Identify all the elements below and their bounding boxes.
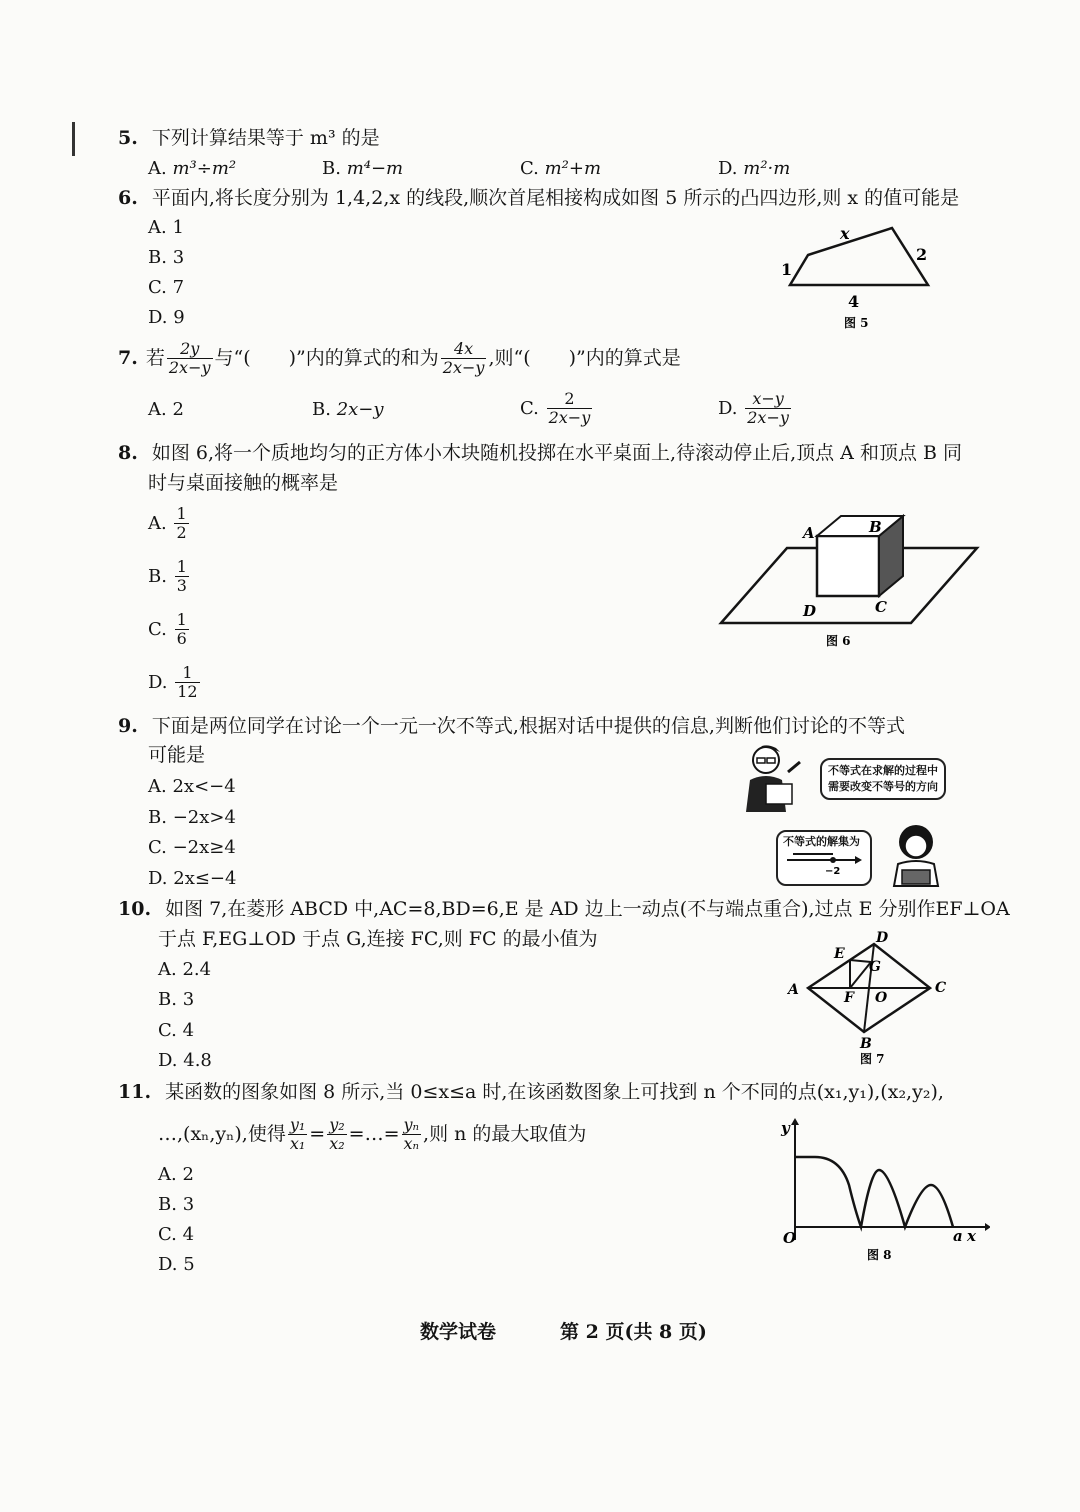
q9-option-a: A. 2x<−4	[148, 776, 236, 797]
label-x: x	[840, 224, 850, 243]
point-a-label: a	[953, 1227, 963, 1245]
question-9-stem	[118, 714, 905, 738]
q6-option-a: A. 1	[148, 217, 184, 238]
question-7-stem: 7. 若 $\frac{2y}{2x-y}$ 与“( )”内的算式的和为 $\frac{4x}{2x-y}$ ,则“( )”内的算式是	[118, 338, 681, 377]
question-10-stem	[118, 897, 1010, 921]
question-number: 11.	[118, 1081, 152, 1103]
q9-option-d: D. 2x≤−4	[148, 868, 237, 889]
vertex-d: D	[803, 602, 817, 620]
question-8-stem-line2: 时与桌面接触的概率是	[148, 472, 339, 494]
question-number: 5.	[118, 127, 138, 149]
q8-option-a: A. $\frac{1}{2}$	[148, 504, 187, 542]
figure-caption: 图 7	[860, 1052, 885, 1066]
q10-option-c: C. 4	[158, 1020, 195, 1041]
q6-option-d: D. 9	[148, 307, 185, 328]
question-6-stem	[118, 186, 959, 210]
q10-option-b: B. 3	[158, 989, 195, 1010]
girl-student-illustration	[890, 822, 946, 888]
q9-option-b: B. −2x>4	[148, 807, 236, 828]
point-o: O	[875, 990, 888, 1006]
vertex-a: A	[803, 524, 815, 542]
label-1: 1	[781, 260, 793, 279]
origin-label: O	[783, 1229, 797, 1247]
label-4: 4	[848, 292, 860, 311]
q5-option-a: A. m³÷m²	[148, 158, 237, 179]
figure-6-cube-on-table	[715, 512, 985, 652]
question-number: 7.	[118, 347, 138, 369]
question-text: 下面是两位同学在讨论一个一元一次不等式,根据对话中提供的信息,判断他们讨论的不等式	[151, 715, 905, 737]
vertex-b: B	[869, 518, 882, 536]
point-e: E	[834, 946, 845, 962]
q11-option-c: C. 4	[158, 1224, 195, 1245]
question-11-stem-line2: …,(xₙ,yₙ),使得 $\frac{\text{y₁}}{\text{x₁}}$ = $\frac{\text{y₂}}{\text{x₂}}$ =…= $\frac{\text{yₙ}}{\text{xₙ}}$ ,则 n 的最大取值为	[158, 1114, 587, 1153]
fraction: $\frac{2y}{2x-y}$	[168, 338, 211, 377]
q11-option-d: D. 5	[158, 1254, 195, 1275]
number-line-value: −2	[825, 866, 841, 876]
question-text: 下列计算结果等于 m³ 的是	[151, 127, 380, 149]
footer-page-number: 第 2 页(共 8 页)	[560, 1321, 707, 1343]
label-2: 2	[916, 245, 928, 264]
question-number: 9.	[118, 715, 138, 737]
footer-subject: 数学试卷	[420, 1321, 497, 1343]
margin-mark	[72, 122, 75, 156]
q5-option-d: D. m²·m	[718, 158, 791, 179]
point-g: G	[869, 959, 881, 975]
q9-option-c: C. −2x≥4	[148, 837, 236, 858]
figure-8-function-graph	[745, 1115, 990, 1267]
q5-option-c: C. m²+m	[520, 158, 602, 179]
question-text: 某函数的图象如图 8 所示,当 0≤x≤a 时,在该函数图象上可找到 n 个不同的点(x₁,y₁),(x₂,y₂),	[165, 1081, 944, 1103]
boy-speech-bubble: 不等式在求解的过程中 需要改变不等号的方向	[820, 758, 946, 800]
vertex-d: D	[876, 930, 889, 946]
axis-label-y: y	[781, 1119, 790, 1137]
number-line-icon	[783, 850, 863, 876]
question-9-stem-line2: 可能是	[148, 744, 206, 766]
axis-label-x: x	[967, 1227, 976, 1245]
q10-option-d: D. 4.8	[158, 1050, 212, 1071]
q6-option-c: C. 7	[148, 277, 185, 298]
vertex-c: C	[875, 598, 887, 616]
question-number: 8.	[118, 442, 138, 464]
q7-option-a: A. 2	[148, 399, 184, 420]
question-10-stem-line2: 于点 F,EG⊥OD 于点 G,连接 FC,则 FC 的最小值为	[158, 928, 598, 950]
figure-7-rhombus	[780, 928, 960, 1068]
vertex-c: C	[935, 980, 947, 996]
question-text: 如图 7,在菱形 ABCD 中,AC=8,BD=6,E 是 AD 边上一动点(不与端点重合),过点 E 分别作EF⊥OA	[165, 898, 1010, 920]
point-f: F	[844, 990, 854, 1006]
figure-caption: 图 8	[867, 1248, 892, 1262]
figure-caption: 图 5	[844, 316, 869, 330]
q7-option-b: B. 2x−y	[312, 399, 384, 420]
question-5-stem	[118, 126, 380, 150]
figure-5-quadrilateral	[770, 215, 950, 335]
question-text: 如图 6,将一个质地均匀的正方体小木块随机投掷在水平桌面上,待滚动停止后,顶点 A 和顶点 B 同	[151, 442, 962, 464]
vertex-b: B	[860, 1036, 872, 1052]
question-number: 6.	[118, 187, 138, 209]
q8-option-b: B. $\frac{1}{3}$	[148, 557, 187, 595]
fraction: $\frac{4x}{2x-y}$	[442, 338, 485, 377]
q7-option-c: C. $\frac{2}{2x-y}$	[520, 389, 591, 427]
boy-student-illustration	[740, 742, 810, 814]
q10-option-a: A. 2.4	[158, 959, 212, 980]
q8-option-c: C. $\frac{1}{6}$	[148, 610, 187, 648]
girl-speech-bubble: 不等式的解集为 −2	[776, 830, 872, 886]
question-8-stem	[118, 441, 962, 465]
q8-option-d: D. $\frac{1}{12}$	[148, 663, 198, 701]
vertex-a: A	[788, 982, 799, 998]
q5-option-b: B. m⁴−m	[322, 158, 404, 179]
q6-option-b: B. 3	[148, 247, 185, 268]
question-11-stem	[118, 1080, 944, 1104]
question-text: 平面内,将长度分别为 1,4,2,x 的线段,顺次首尾相接构成如图 5 所示的凸四边形,则 x 的值可能是	[151, 187, 960, 209]
q7-option-d: D. $\frac{x-y}{2x-y}$	[718, 389, 789, 427]
q11-option-a: A. 2	[158, 1164, 194, 1185]
q11-option-b: B. 3	[158, 1194, 195, 1215]
figure-caption: 图 6	[826, 634, 851, 648]
question-number: 10.	[118, 898, 152, 920]
